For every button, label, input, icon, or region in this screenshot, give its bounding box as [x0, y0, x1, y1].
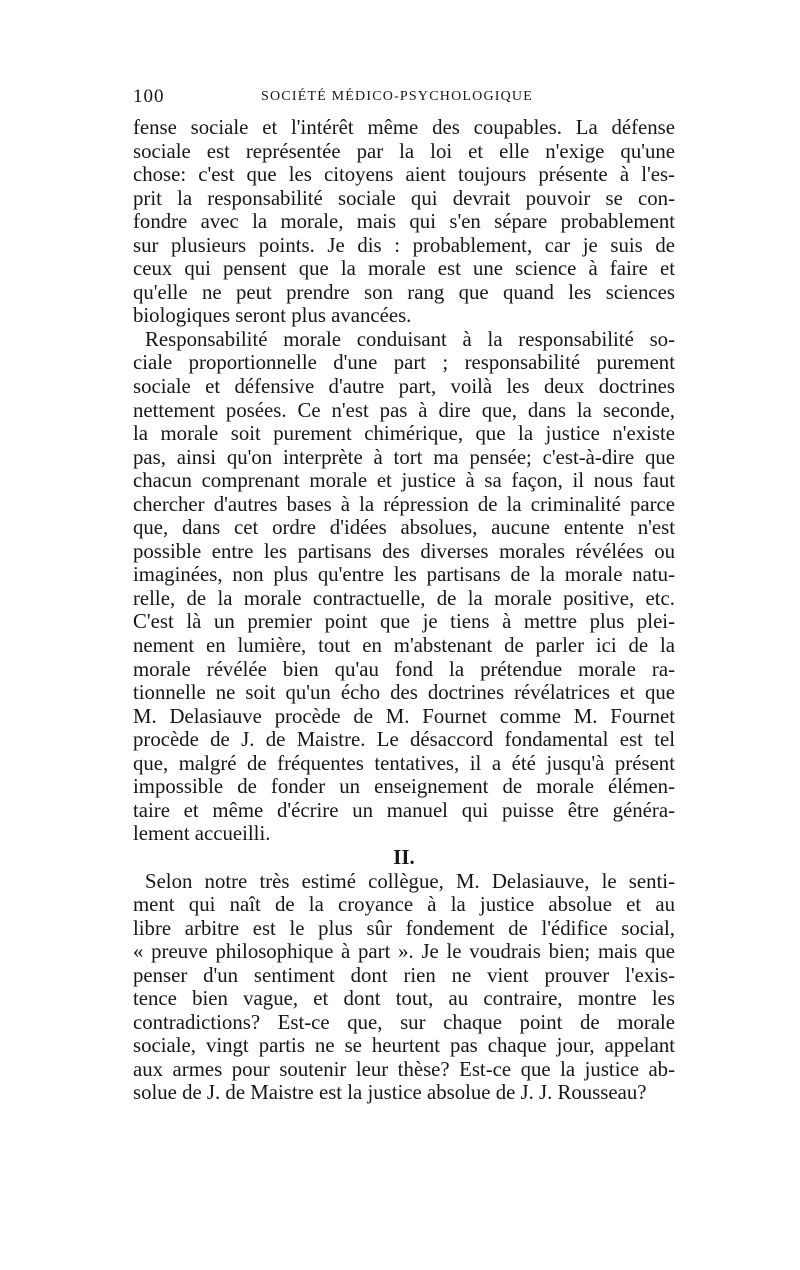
text-line: tence bien vague, et dont tout, au contraire, montre les [133, 987, 675, 1011]
book-page [133, 86, 675, 1105]
text-line: nettement posées. Ce n'est pas à dire que, dans la seconde, [133, 398, 675, 422]
text-line: chercher d'autres bases à la répression de la criminalité parce [133, 492, 675, 516]
text-line: morale révélée bien qu'au fond la prétendue morale ra- [133, 657, 675, 681]
text-line: sociale est représentée par la loi et elle n'exige qu'une [133, 139, 675, 163]
text-line: sociale et défensive d'autre part, voilà les deux doctrines [133, 375, 675, 399]
text-line: relle, de la morale contractuelle, de la morale positive, etc. [133, 586, 675, 610]
text-line: impossible de fonder un enseignement de morale élémen- [133, 775, 675, 799]
text-line: lement accueilli. [133, 822, 271, 846]
text-line: que, dans cet ordre d'idées absolues, aucune entente n'est [133, 516, 675, 540]
text-line: chacun comprenant morale et justice à sa façon, il nous faut [133, 469, 675, 493]
text-line: libre arbitre est le plus sûr fondement de l'édifice social, [133, 916, 675, 940]
page-number: 100 [133, 86, 165, 107]
text-line: solue de J. de Maistre est la justice absolue de J. J. Rousseau? [133, 1081, 647, 1105]
text-line: C'est là un premier point que je tiens à mettre plus plei- [133, 610, 675, 634]
text-line: fondre avec la morale, mais qui s'en sépare probablement [133, 210, 675, 234]
text-line: ceux qui pensent que la morale est une science à faire et [133, 257, 675, 281]
body-text [133, 116, 675, 1105]
running-head [133, 86, 675, 116]
text-line: sur plusieurs points. Je dis : probablement, car je suis de [133, 233, 675, 257]
running-title: SOCIÉTÉ MÉDICO-PSYCHOLOGIQUE [261, 89, 533, 104]
text-line: chose: c'est que les citoyens aient toujours présente à l'es- [133, 163, 675, 187]
text-line: M. Delasiauve procède de M. Fournet comme M. Fournet [133, 704, 675, 728]
text-line: ciale proportionnelle d'une part ; responsabilité purement [133, 351, 675, 375]
text-line: fense sociale et l'intérêt même des coupables. La défense [133, 116, 675, 139]
text-line: aux armes pour soutenir leur thèse? Est-ce que la justice ab- [133, 1057, 675, 1081]
text-line: pas, ainsi qu'on interprète à tort ma pensée; c'est-à-dire que [133, 445, 675, 469]
text-line: penser d'un sentiment dont rien ne vient prouver l'exis- [133, 963, 675, 987]
text-line: ment qui naît de la croyance à la justice absolue et au [133, 893, 675, 917]
text-line: taire et même d'écrire un manuel qui puisse être généra- [133, 798, 675, 822]
text-line: « preuve philosophique à part ». Je le voudrais bien; mais que [133, 940, 675, 964]
text-line: contradictions? Est-ce que, sur chaque point de morale [133, 1010, 675, 1034]
text-line: prit la responsabilité sociale qui devrait pouvoir se con- [133, 186, 675, 210]
section-heading: II. [393, 845, 415, 869]
text-line: Responsabilité morale conduisant à la responsabilité so- [145, 327, 675, 351]
text-line: sociale, vingt partis ne se heurtent pas chaque jour, appelant [133, 1034, 675, 1058]
text-line: possible entre les partisans des diverses morales révélées ou [133, 539, 675, 563]
text-line: procède de J. de Maistre. Le désaccord fondamental est tel [133, 728, 675, 752]
text-line: la morale soit purement chimérique, que la justice n'existe [133, 422, 675, 446]
text-line: biologiques seront plus avancées. [133, 304, 412, 328]
text-line: Selon notre très estimé collègue, M. Delasiauve, le senti- [145, 869, 675, 893]
text-line: que, malgré de fréquentes tentatives, il a été jusqu'à présent [133, 751, 675, 775]
text-line: qu'elle ne peut prendre son rang que quand les sciences [133, 280, 675, 304]
text-line: nement en lumière, tout en m'abstenant de parler ici de la [133, 634, 675, 658]
text-line: imaginées, non plus qu'entre les partisans de la morale natu- [133, 563, 675, 587]
text-line: tionnelle ne soit qu'un écho des doctrines révélatrices et que [133, 681, 675, 705]
